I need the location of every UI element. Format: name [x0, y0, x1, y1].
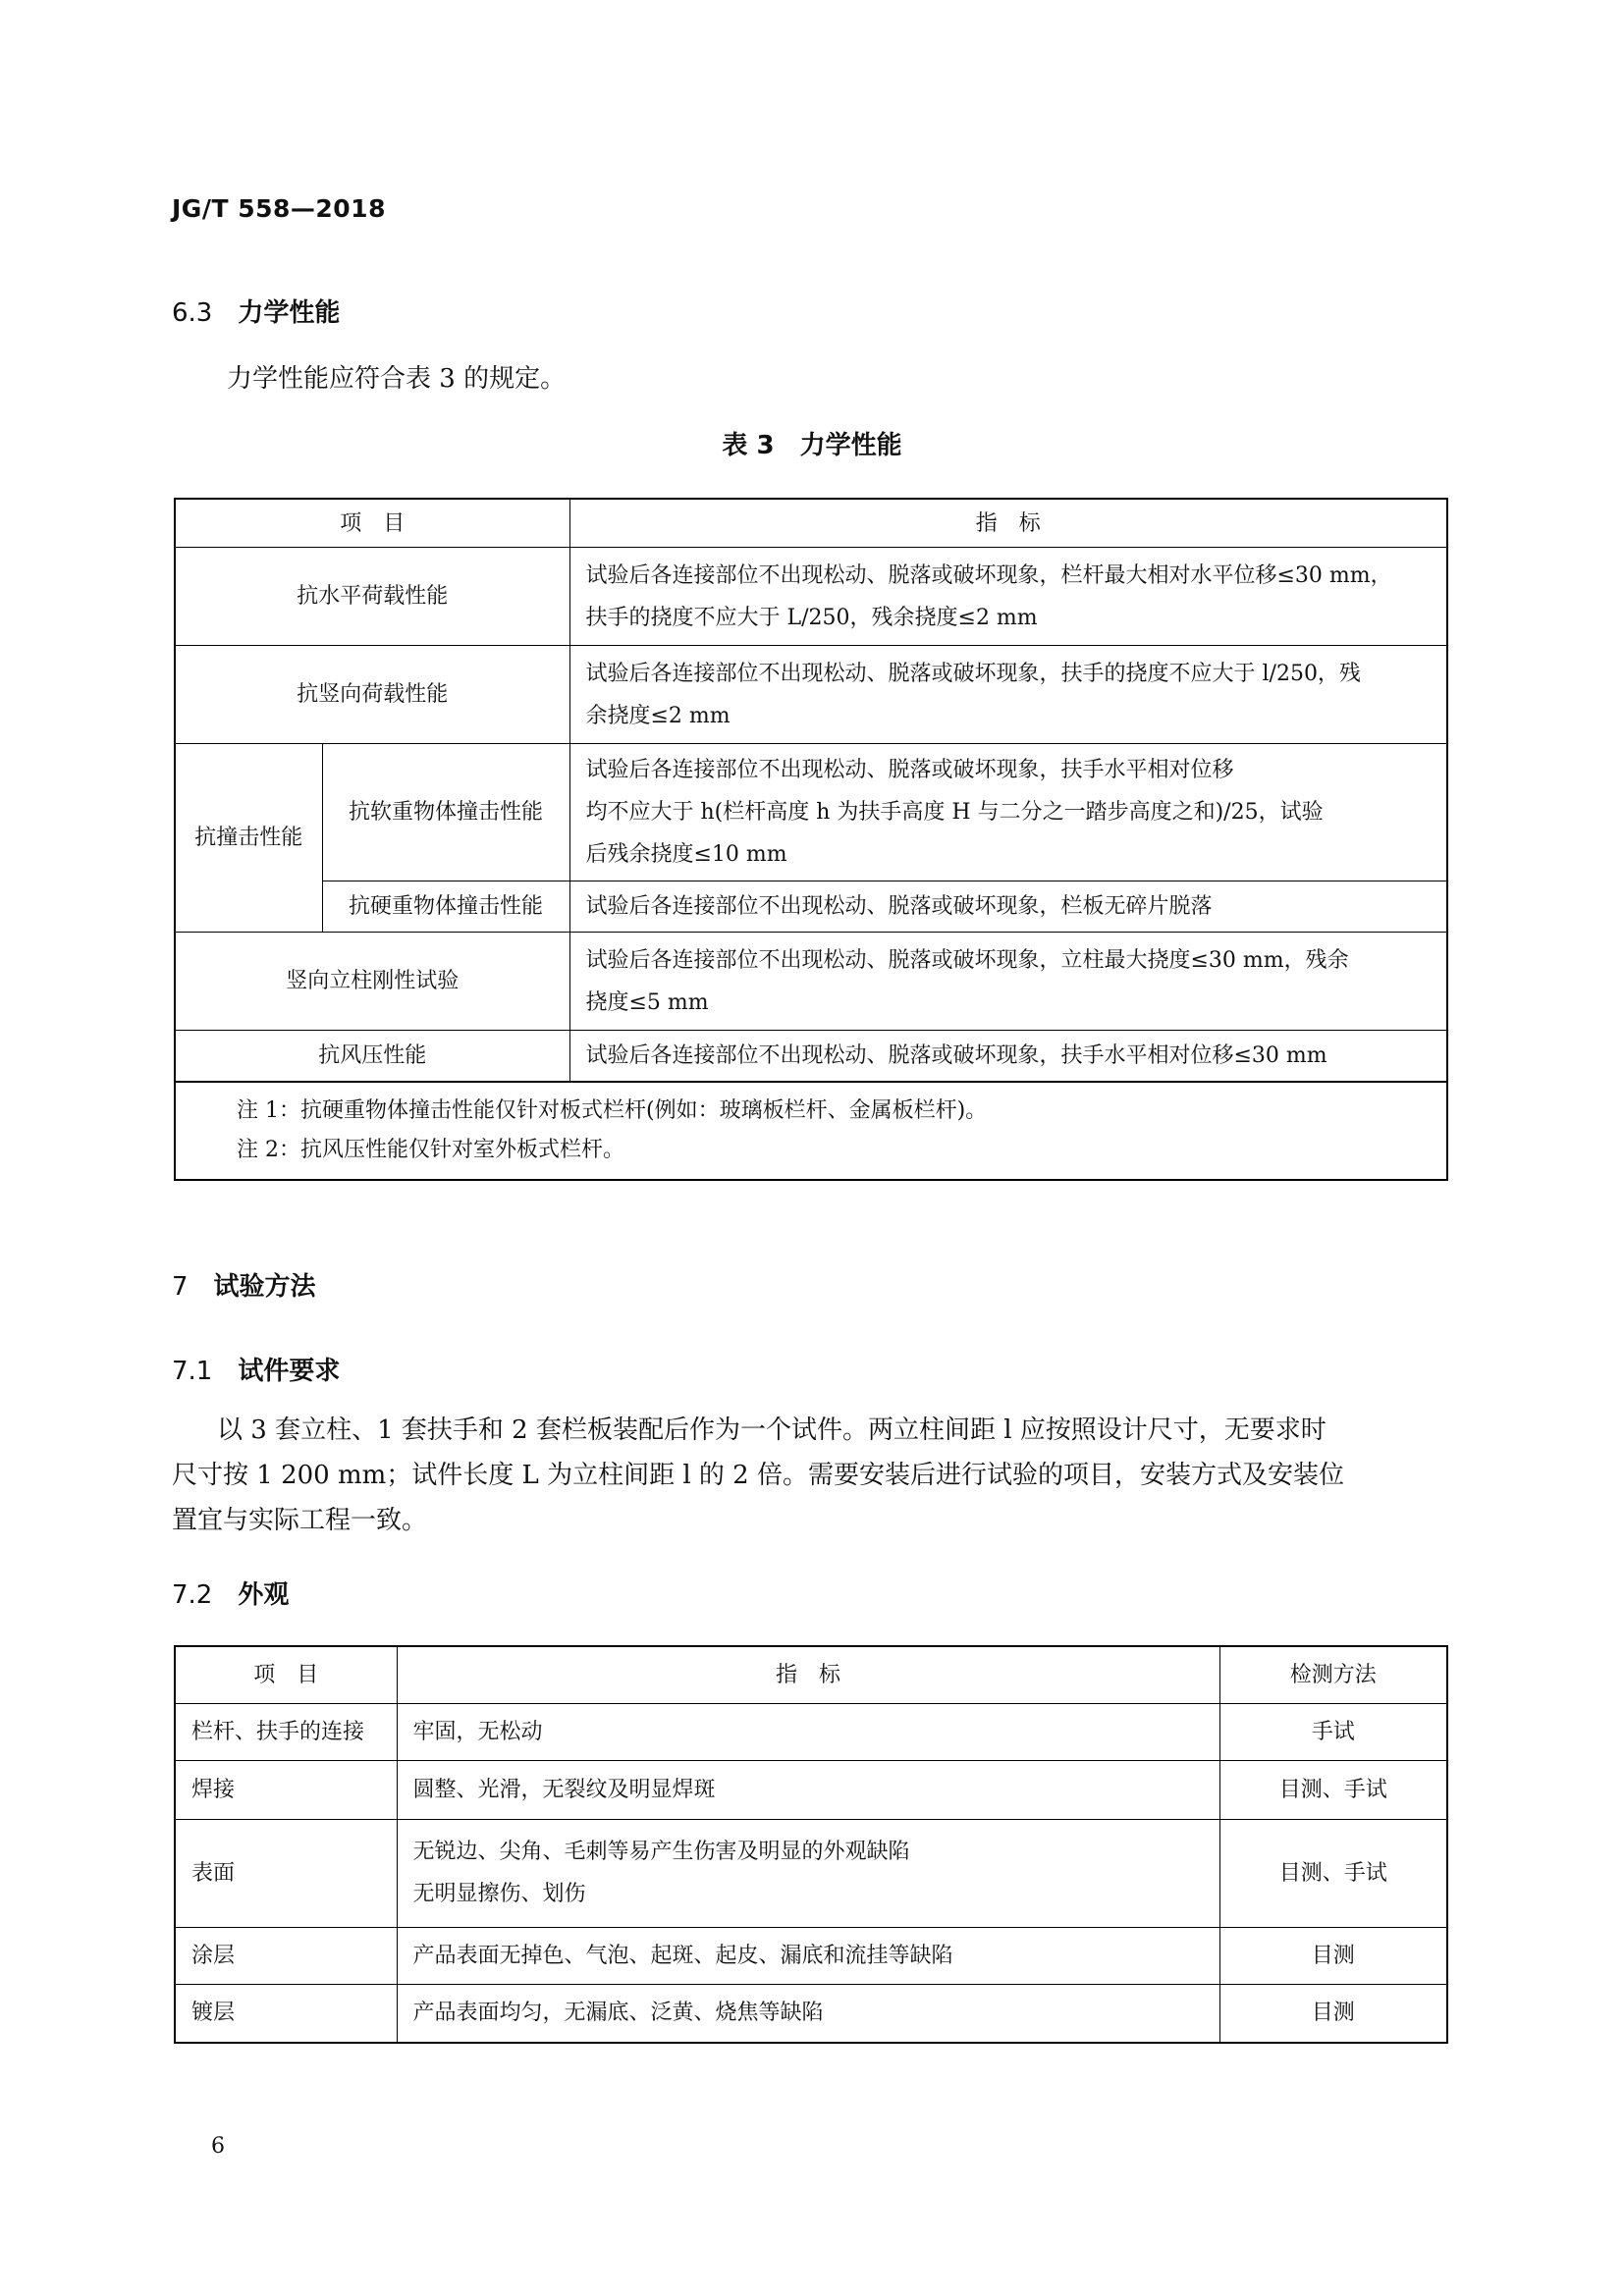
table-row: [175, 1984, 1447, 2043]
index-cell: [397, 1703, 1219, 1760]
table-row: [175, 744, 1447, 881]
section-6-3-heading: [172, 293, 340, 329]
section-7-1-heading: [172, 1351, 340, 1387]
paragraph-line: 置宜与实际工程一致。: [172, 1506, 428, 1535]
index-cell: [569, 744, 1447, 881]
index-line: 试验后各连接部位不出现松动、脱落或破坏现象，栏板无碎片脱落: [585, 894, 1213, 919]
index-line: 试验后各连接部位不出现松动、脱落或破坏现象，扶手水平相对位移≤30 mm: [585, 1042, 1327, 1068]
item-cell: 焊接: [175, 1760, 397, 1819]
header-cell-index: 指 标: [397, 1646, 1219, 1703]
table-row: [175, 1760, 1447, 1819]
item-cell: 栏杆、扶手的连接: [175, 1703, 397, 1760]
item-cell: 竖向立柱刚性试验: [175, 933, 569, 1031]
table-row: [175, 1927, 1447, 1984]
section-7-heading: [172, 1266, 316, 1303]
section-title: 试件要求: [238, 1357, 341, 1386]
index-cell: [569, 1031, 1447, 1082]
index-line: 圆整、光滑，无裂纹及明显焊斑: [412, 1777, 716, 1802]
item-cell: 抗风压性能: [175, 1031, 569, 1082]
table-header-row: [175, 1646, 1447, 1703]
method-cell: 目测、手试: [1219, 1819, 1447, 1927]
index-line: 挠度≤5 mm: [585, 989, 709, 1015]
table-row: [175, 1819, 1447, 1927]
section-title: 力学性能: [238, 298, 341, 328]
table-row: [175, 933, 1447, 1031]
index-line: 产品表面无掉色、气泡、起斑、起皮、漏底和流挂等缺陷: [412, 1943, 953, 1968]
table-row: [175, 1703, 1447, 1760]
index-cell: [397, 1819, 1219, 1927]
index-line: 试验后各连接部位不出现松动、脱落或破坏现象，立柱最大挠度≤30 mm，残余: [585, 947, 1349, 973]
table-caption-title: 力学性能: [799, 431, 902, 460]
header-cell-method: 检测方法: [1219, 1646, 1447, 1703]
header-cell-index: 指 标: [569, 499, 1447, 548]
index-cell: [397, 1984, 1219, 2043]
item-cell: 镀层: [175, 1984, 397, 2043]
group-cell: 抗撞击性能: [175, 744, 322, 933]
paragraph-line: 以 3 套立柱、1 套扶手和 2 套栏板装配后作为一个试件。两立柱间距 l 应按照设计尺寸，无要求时: [217, 1415, 1326, 1445]
index-line: 余挠度≤2 mm: [585, 703, 731, 728]
index-line: 牢固，无松动: [412, 1719, 543, 1744]
index-cell: [569, 881, 1447, 933]
index-cell: [397, 1927, 1219, 1984]
method-cell: 手试: [1219, 1703, 1447, 1760]
index-line: 无明显擦伤、划伤: [412, 1882, 586, 1906]
method-cell: 目测: [1219, 1984, 1447, 2043]
table3-caption: [0, 425, 1624, 461]
section-number: 7: [172, 1272, 189, 1302]
index-line: 试验后各连接部位不出现松动、脱落或破坏现象，扶手水平相对位移: [585, 758, 1234, 782]
index-cell: [569, 548, 1447, 646]
item-cell: 抗竖向荷载性能: [175, 646, 569, 744]
section-number: 6.3: [172, 298, 213, 328]
index-line: 后残余挠度≤10 mm: [585, 842, 787, 867]
index-line: 试验后各连接部位不出现松动、脱落或破坏现象，栏杆最大相对水平位移≤30 mm，: [585, 562, 1392, 588]
item-cell: 涂层: [175, 1927, 397, 1984]
index-cell: [569, 646, 1447, 744]
table-note: 注 1：抗硬重物体撞击性能仅针对板式栏杆(例如：玻璃板栏杆、金属板栏杆)。: [237, 1097, 988, 1123]
table-row: [175, 646, 1447, 744]
item-cell: 抗软重物体撞击性能: [322, 744, 569, 881]
section-7-2-heading: [172, 1575, 289, 1611]
table-row: [175, 881, 1447, 933]
method-cell: 目测: [1219, 1927, 1447, 1984]
table-row: [175, 1031, 1447, 1082]
index-cell: [569, 933, 1447, 1031]
header-cell-item: 项 目: [175, 499, 569, 548]
item-cell: 抗水平荷载性能: [175, 548, 569, 646]
table-caption-number: 表 3: [722, 431, 775, 460]
appearance-table: [174, 1645, 1448, 2044]
standard-code: JG/T 558—2018: [172, 194, 386, 223]
mechanical-properties-table: [174, 498, 1448, 1181]
item-cell: 表面: [175, 1819, 397, 1927]
table-notes-row: [175, 1082, 1447, 1180]
index-line: 均不应大于 h(栏杆高度 h 为扶手高度 H 与二分之一踏步高度之和)/25，试验: [585, 800, 1324, 825]
table-note: 注 2：抗风压性能仅针对室外板式栏杆。: [237, 1137, 624, 1162]
section-title: 外观: [238, 1580, 290, 1610]
index-line: 产品表面均匀，无漏底、泛黄、烧焦等缺陷: [412, 2001, 824, 2026]
section-number: 7.1: [172, 1357, 213, 1386]
index-line: 试验后各连接部位不出现松动、脱落或破坏现象，扶手的挠度不应大于 l/250，残: [585, 661, 1361, 686]
table-header-row: [175, 499, 1447, 548]
method-cell: 目测、手试: [1219, 1760, 1447, 1819]
index-line: 无锐边、尖角、毛刺等易产生伤害及明显的外观缺陷: [412, 1840, 910, 1864]
page-number: 6: [211, 2134, 225, 2159]
index-cell: [397, 1760, 1219, 1819]
table-row: [175, 548, 1447, 646]
section-6-3-intro: 力学性能应符合表 3 的规定。: [227, 364, 567, 394]
section-7-1-paragraph: [172, 1408, 1453, 1543]
section-number: 7.2: [172, 1580, 213, 1610]
paragraph-line: 尺寸按 1 200 mm；试件长度 L 为立柱间距 l 的 2 倍。需要安装后进行试验的项目，安装方式及安装位: [172, 1461, 1344, 1490]
header-cell-item: 项 目: [175, 1646, 397, 1703]
table-notes: [175, 1082, 1447, 1180]
section-title: 试验方法: [213, 1272, 316, 1302]
index-line: 扶手的挠度不应大于 L/250，残余挠度≤2 mm: [585, 605, 1038, 630]
item-cell: 抗硬重物体撞击性能: [322, 881, 569, 933]
